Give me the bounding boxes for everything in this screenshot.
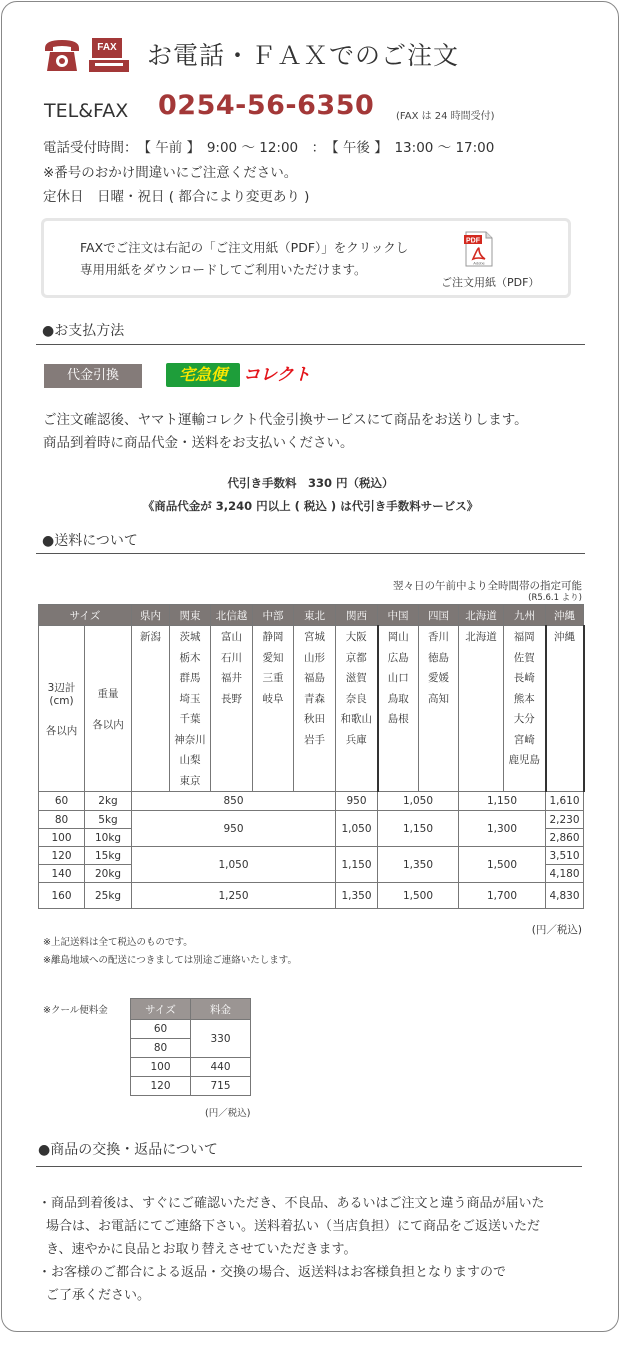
phone-icon [42,37,82,73]
shipping-section-title: ●送料について [42,533,138,549]
cool-unit: (円／税込) [205,1108,251,1119]
region-cell [504,626,546,792]
region-cell [546,626,584,792]
region-cell [294,626,336,792]
weight-cell: 25kg [85,883,132,909]
returns-p1-l3: き、速やかに良品とお取り替えさせていただきます。 [46,1242,357,1257]
payment-section-title: ●お支払方法 [42,323,125,339]
weight-label-cell [85,626,132,792]
region-hokkaido: 北海道 [465,631,497,643]
holiday-note: 定休日 日曜・祝日 ( 都合により変更あり ) [43,189,310,205]
price-cell: 1,500 [378,883,459,909]
returns-p1-l1: ・商品到着後は、すぐにご確認いただき、不良品、あるいはご注文と違う商品が届いた [38,1196,545,1211]
price-cell: 1,050 [378,792,459,811]
returns-p2-l2: ご了承ください。 [46,1288,151,1303]
price-cell: 1,150 [336,847,378,883]
shipping-unit: (円／税込) [531,924,582,936]
price-cell: 4,830 [546,883,584,909]
caution-note: ※番号のおかけ間違いにご注意ください。 [43,165,298,181]
delivery-time-date: (R5.6.1 より) [528,593,582,603]
cool-size-cell: 120 [131,1077,191,1096]
size-cell: 120 [39,847,85,865]
region-cell [170,626,211,792]
price-cell: 3,510 [546,847,584,865]
cool-table [130,998,251,1096]
pdf-order-box [41,218,571,298]
shipping-divider [36,553,585,554]
header-okinawa: 沖縄 [546,605,584,626]
price-cell: 850 [132,792,336,811]
cool-size-cell: 80 [131,1039,191,1058]
table-row [131,1058,251,1077]
size-cell: 140 [39,865,85,883]
weight-cell: 2kg [85,792,132,811]
adobe-label: Adobe [473,260,485,266]
table-row [39,811,584,829]
price-cell: 1,250 [132,883,336,909]
header-chugoku: 中国 [378,605,419,626]
price-cell: 950 [132,811,336,847]
delivery-time-note: 翌々日の午前中より全時間帯の指定可能 [393,580,582,592]
price-cell: 1,150 [459,792,546,811]
price-cell: 2,860 [546,829,584,847]
returns-text [38,1192,544,1307]
price-cell: 1,050 [336,811,378,847]
size-label-1: 3辺計 [47,681,76,694]
returns-divider [36,1166,582,1167]
price-cell: 4,180 [546,865,584,883]
region-cell [211,626,253,792]
price-cell: 1,300 [459,811,546,847]
header-chubu: 中部 [253,605,294,626]
table-row [131,1077,251,1096]
header-kanto: 関東 [170,605,211,626]
cool-size-cell: 60 [131,1020,191,1039]
cool-price-cell: 330 [191,1020,251,1058]
table-row [39,792,584,811]
cool-price-cell: 440 [191,1058,251,1077]
business-hours: 電話受付時間： 【 午前 】 9:00 ～ 12:00 ： 【 午後 】 13:00 ～ 17:00 [43,140,495,156]
price-cell: 950 [336,792,378,811]
header-tohoku: 東北 [294,605,336,626]
shipping-table [38,604,585,909]
size-cell: 160 [39,883,85,909]
cool-size-cell: 100 [131,1058,191,1077]
header-hokkaido: 北海道 [459,605,504,626]
weight-cell: 5kg [85,811,132,829]
payment-desc-2: 商品到着時に商品代金・送料をお支払いください。 [43,435,354,451]
size-label-2: (cm) [49,694,74,707]
size-cell: 100 [39,829,85,847]
region-kyushu: 福岡 佐賀 長崎 熊本 大分 宮崎 鹿児島 [508,631,541,766]
region-cell [132,626,170,792]
returns-p1-l2: 場合は、お電話にてご連絡下さい。送料着払い（当店負担）にて商品をご返送いただ [46,1219,541,1234]
header-size: サイズ [39,605,132,626]
region-cell [378,626,419,792]
pdf-icon[interactable] [464,231,494,267]
tel-note: (FAX は 24 時間受付) [396,111,495,122]
pdf-instructions-line1: FAXでご注文は右記の「ご注文用紙（PDF）」をクリックし [80,240,409,255]
table-row [131,1020,251,1039]
size-label-cell [39,626,85,792]
region-chugoku: 岡山 広島 山口 鳥取 島根 [387,631,409,725]
weight-cell: 15kg [85,847,132,865]
payment-divider [36,344,585,345]
region-cell [253,626,294,792]
shipping-note-1: ※上記送料は全て税込のものです。 [43,937,193,948]
price-cell: 2,230 [546,811,584,829]
region-shikoku: 香川 徳島 愛媛 高知 [428,631,450,705]
price-cell: 1,050 [132,847,336,883]
page-title: お電話・ＦＡＸでのご注文 [147,41,460,70]
region-hokushinetsu: 富山 石川 福井 長野 [221,631,243,705]
tel-label: TEL&FAX [44,100,129,122]
region-cell [419,626,459,792]
pdf-instructions [80,237,408,281]
cool-header-price: 料金 [191,999,251,1020]
cod-fee-free: 《商品代金が 3,240 円以上 ( 税込 ) は代引き手数料サービス》 [142,499,479,513]
pdf-icon-label: PDF [466,237,480,245]
header-kansai: 関西 [336,605,378,626]
price-cell: 1,350 [378,847,459,883]
fax-icon-label: FAX [92,38,122,58]
weight-cell: 10kg [85,829,132,847]
tel-number[interactable]: 0254-56-6350 [158,90,375,121]
weight-label-2: 各以内 [92,718,124,731]
price-cell: 1,610 [546,792,584,811]
cool-header-size: サイズ [131,999,191,1020]
price-cell: 1,350 [336,883,378,909]
size-label-3: 各以内 [45,724,78,737]
pdf-link[interactable]: ご注文用紙（PDF） [441,276,540,289]
region-cell [459,626,504,792]
header-kennai: 県内 [132,605,170,626]
region-kanto: 茨城 栃木 群馬 埼玉 千葉 神奈川 山梨 東京 [174,631,206,787]
header-kyushu: 九州 [504,605,546,626]
shipping-note-2: ※離島地域への配送につきましては別途ご連絡いたします。 [43,955,298,966]
cool-price-cell: 715 [191,1077,251,1096]
weight-label-1: 重量 [97,687,119,700]
table-row [39,883,584,909]
yamato-logo-red: コレクト [243,365,311,385]
region-kennai: 新潟 [140,631,162,643]
size-cell: 60 [39,792,85,811]
region-tohoku: 宮城 山形 福島 青森 秋田 岩手 [304,631,326,746]
region-cell [336,626,378,792]
table-row [39,847,584,865]
region-kansai: 大阪 京都 滋賀 奈良 和歌山 兵庫 [340,631,373,746]
weight-cell: 20kg [85,865,132,883]
price-cell: 1,700 [459,883,546,909]
payment-desc-1: ご注文確認後、ヤマト運輸コレクト代金引換サービスにて商品をお送りします。 [43,412,528,428]
region-okinawa: 沖縄 [554,631,576,643]
returns-p2-l1: ・お客様のご都合による返品・交換の場合、返送料はお客様負担となりますので [38,1265,507,1280]
price-cell: 1,500 [459,847,546,883]
size-cell: 80 [39,811,85,829]
header-hokushinetsu: 北信越 [211,605,253,626]
returns-section-title: ●商品の交換・返品について [38,1142,218,1158]
pdf-instructions-line2: 専用用紙をダウンロードしてご利用いただけます。 [80,262,367,277]
cod-fee: 代引き手数料 330 円（税込） [227,476,394,490]
fax-icon [89,38,129,72]
cod-badge: 代金引換 [44,364,142,388]
price-cell: 1,150 [378,811,459,847]
cool-label: ※クール便料金 [43,1005,108,1016]
yamato-logo-green: 宅急便 [166,363,240,387]
region-chubu: 静岡 愛知 三重 岐阜 [262,631,284,705]
header-shikoku: 四国 [419,605,459,626]
